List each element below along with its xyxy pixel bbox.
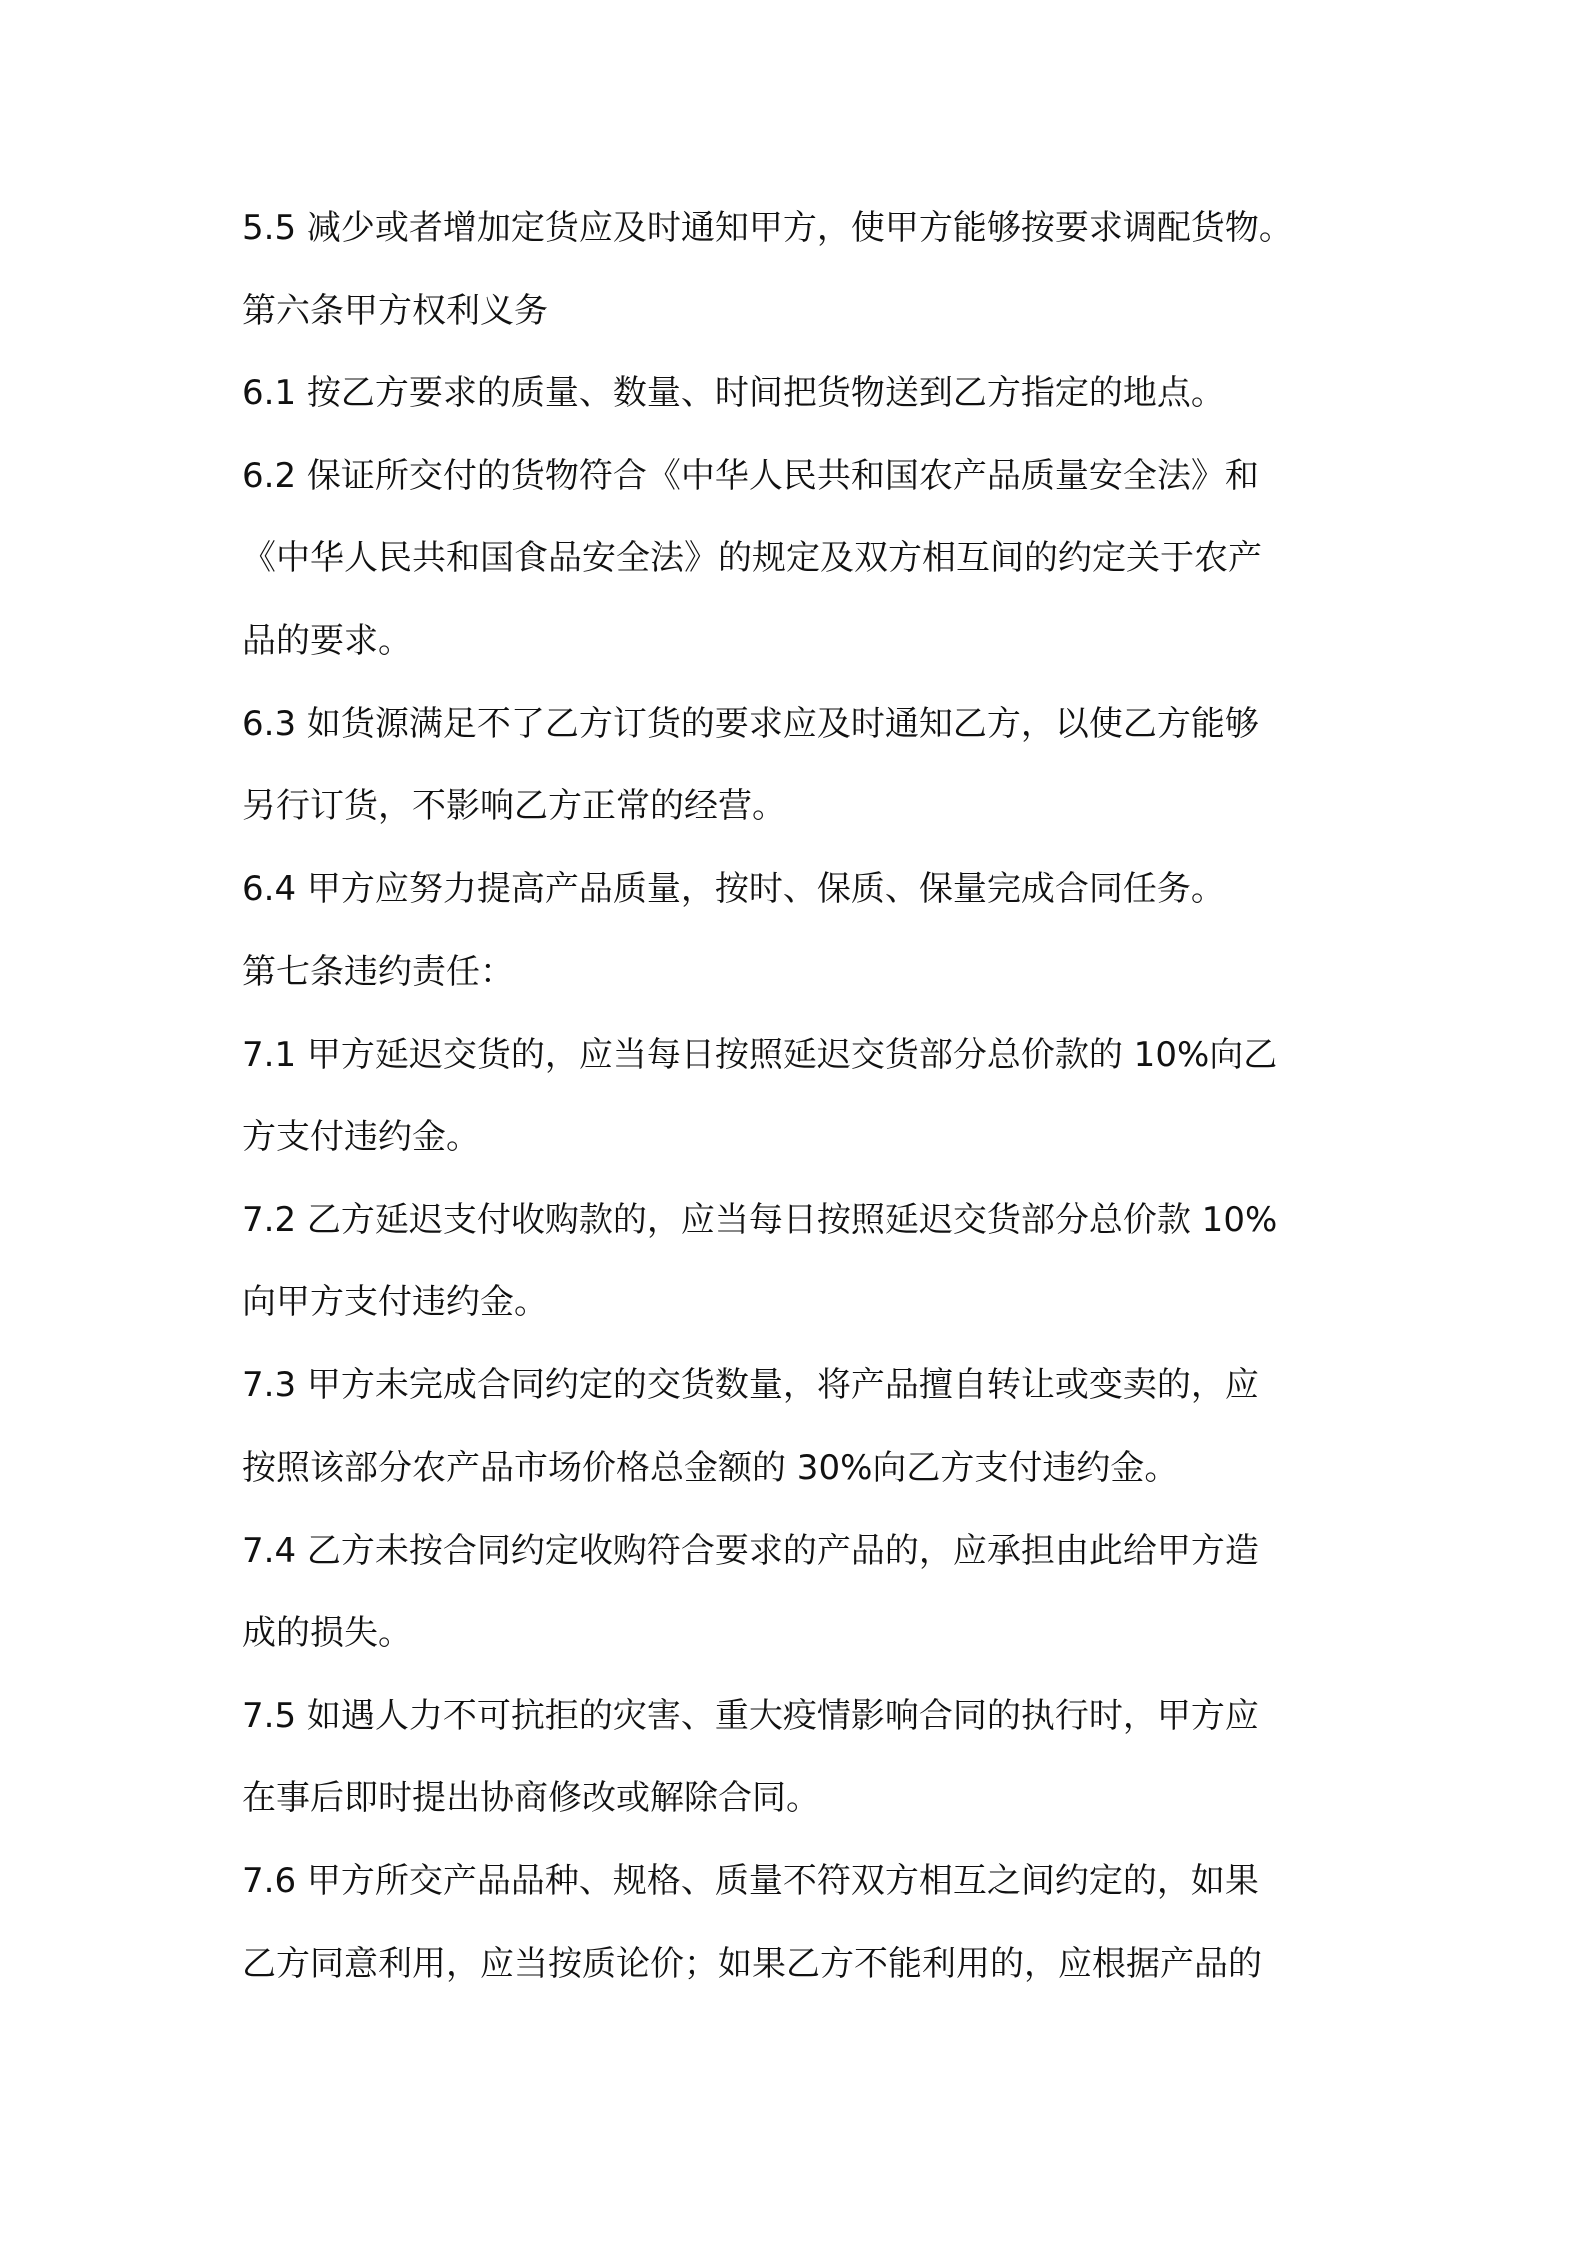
text-line-7-6: 7.6 甲方所交产品品种、规格、质量不符双方相互之间约定的，如果	[242, 1861, 1259, 1901]
text-line-6-1: 6.1 按乙方要求的质量、数量、时间把货物送到乙方指定的地点。	[242, 373, 1225, 413]
text-line-5-5: 5.5 减少或者增加定货应及时通知甲方，使甲方能够按要求调配货物。	[242, 208, 1293, 248]
text-line-7-3-cont: 按照该部分农产品市场价格总金额的 30%向乙方支付违约金。	[242, 1448, 1179, 1488]
text-line-7-4: 7.4 乙方未按合同约定收购符合要求的产品的，应承担由此给甲方造	[242, 1531, 1259, 1571]
text-line-7-5-cont: 在事后即时提出协商修改或解除合同。	[242, 1778, 820, 1818]
text-line-7-1-cont: 方支付违约金。	[242, 1117, 480, 1157]
section-heading-7: 第七条违约责任：	[242, 952, 514, 992]
text-line-6-2-cont: 《中华人民共和国食品安全法》的规定及双方相互间的约定关于农产	[242, 538, 1262, 578]
text-line-6-3-cont: 另行订货，不影响乙方正常的经营。	[242, 786, 786, 826]
section-heading-6: 第六条甲方权利义务	[242, 291, 548, 331]
text-line-7-2: 7.2 乙方延迟支付收购款的，应当每日按照延迟交货部分总价款 10%	[242, 1200, 1278, 1240]
text-line-7-6-cont: 乙方同意利用，应当按质论价；如果乙方不能利用的，应根据产品的	[242, 1944, 1262, 1984]
text-line-7-3: 7.3 甲方未完成合同约定的交货数量，将产品擅自转让或变卖的，应	[242, 1365, 1259, 1405]
text-line-6-2: 6.2 保证所交付的货物符合《中华人民共和国农产品质量安全法》和	[242, 456, 1259, 496]
text-line-6-2-cont: 品的要求。	[242, 621, 412, 661]
text-line-6-3: 6.3 如货源满足不了乙方订货的要求应及时通知乙方，以使乙方能够	[242, 704, 1259, 744]
text-line-7-4-cont: 成的损失。	[242, 1613, 412, 1653]
text-line-6-4: 6.4 甲方应努力提高产品质量，按时、保质、保量完成合同任务。	[242, 869, 1225, 909]
text-line-7-5: 7.5 如遇人力不可抗拒的灾害、重大疫情影响合同的执行时，甲方应	[242, 1696, 1259, 1736]
text-line-7-2-cont: 向甲方支付违约金。	[242, 1282, 548, 1322]
text-line-7-1: 7.1 甲方延迟交货的，应当每日按照延迟交货部分总价款的 10%向乙	[242, 1035, 1278, 1075]
